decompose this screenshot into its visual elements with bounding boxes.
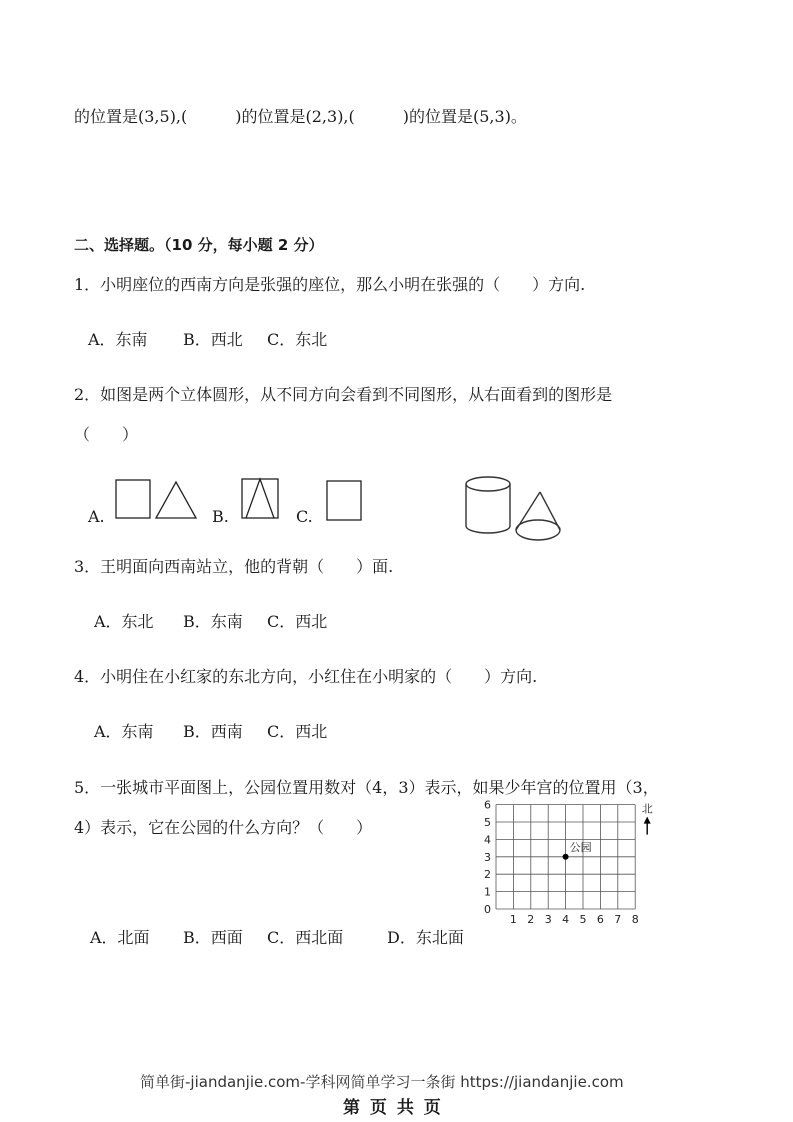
cylinder-cone-illustration <box>460 474 570 546</box>
q2-option-b[interactable]: B. <box>212 507 229 526</box>
top-text-line: 的位置是(3,5),( )的位置是(2,3),( )的位置是(5,3)。 <box>74 107 527 126</box>
north-arrow-head-icon <box>644 817 651 824</box>
section-heading: 二、选择题。（10 分，每小题 2 分） <box>74 236 324 254</box>
question-5-stem: 5．一张城市平面图上，公园位置用数对（4，3）表示，如果少年宫的位置用（3， <box>74 778 659 797</box>
y-tick-label: 0 <box>484 903 491 916</box>
x-tick-label: 3 <box>544 913 552 926</box>
north-label: 北 <box>641 802 653 816</box>
question-5-stem-cont: 4）表示，它在公园的什么方向？（ ） <box>74 818 373 837</box>
y-tick-label: 6 <box>484 798 491 812</box>
triangle-shape <box>246 479 274 518</box>
cylinder-shape <box>466 477 510 533</box>
q4-option-c[interactable]: C．西北 <box>267 722 328 741</box>
q1-option-b[interactable]: B．西北 <box>183 330 243 349</box>
y-tick-label: 4 <box>484 833 491 847</box>
x-tick-label: 1 <box>509 913 517 926</box>
question-2-stem-cont: （ ） <box>74 425 139 444</box>
footer-site-text: 简单街-jiandanjie.com-学科网简单学习一条街 https://jiandanjie.com <box>140 1073 624 1091</box>
question-3-stem: 3．王明面向西南站立，他的背朝（ ）面. <box>74 557 394 576</box>
park-point <box>563 854 569 860</box>
x-tick-label: 6 <box>596 913 604 926</box>
q4-option-a[interactable]: A．东南 <box>94 722 154 741</box>
q1-option-a[interactable]: A．东南 <box>88 330 148 349</box>
y-tick-label: 5 <box>484 816 491 829</box>
x-tick-label: 4 <box>562 913 570 926</box>
q5-option-b[interactable]: B．西面 <box>183 928 243 947</box>
y-tick-label: 1 <box>484 885 491 899</box>
q2-option-a-figure <box>112 478 202 524</box>
question-4-stem: 4．小明住在小红家的东北方向，小红住在小明家的（ ）方向. <box>74 667 538 686</box>
x-tick-label: 8 <box>631 913 639 926</box>
q5-option-a[interactable]: A．北面 <box>90 928 150 947</box>
square-shape <box>327 481 361 520</box>
x-tick-label: 7 <box>614 913 622 926</box>
q3-option-c[interactable]: C．西北 <box>267 612 328 631</box>
x-tick-label: 5 <box>579 913 587 926</box>
q2-option-c-figure <box>322 478 368 524</box>
q5-option-c[interactable]: C．西北面 <box>267 928 344 947</box>
y-tick-label: 2 <box>484 868 491 882</box>
x-tick-label: 2 <box>527 913 535 926</box>
square-shape <box>242 479 278 518</box>
y-tick-label: 3 <box>484 850 491 864</box>
coordinate-grid-map <box>470 796 670 931</box>
cone-shape <box>516 492 560 540</box>
q2-option-c[interactable]: C. <box>296 507 313 526</box>
park-point-label: 公园 <box>569 840 592 854</box>
q3-option-b[interactable]: B．东南 <box>183 612 243 631</box>
square-shape <box>116 480 150 518</box>
q2-option-a[interactable]: A. <box>88 507 105 526</box>
question-1-stem: 1．小明座位的西南方向是张强的座位，那么小明在张强的（ ）方向. <box>74 275 586 294</box>
question-2-stem: 2．如图是两个立体圆形，从不同方向会看到不同图形，从右面看到的图形是 <box>74 385 613 404</box>
q5-option-d[interactable]: D．东北面 <box>387 928 464 947</box>
triangle-shape <box>156 482 196 518</box>
q1-option-c[interactable]: C．东北 <box>267 330 328 349</box>
q4-option-b[interactable]: B．西南 <box>183 722 243 741</box>
q3-option-a[interactable]: A．东北 <box>94 612 154 631</box>
q2-option-b-figure <box>238 476 284 524</box>
page-number: 第 页 共 页 <box>343 1098 443 1118</box>
